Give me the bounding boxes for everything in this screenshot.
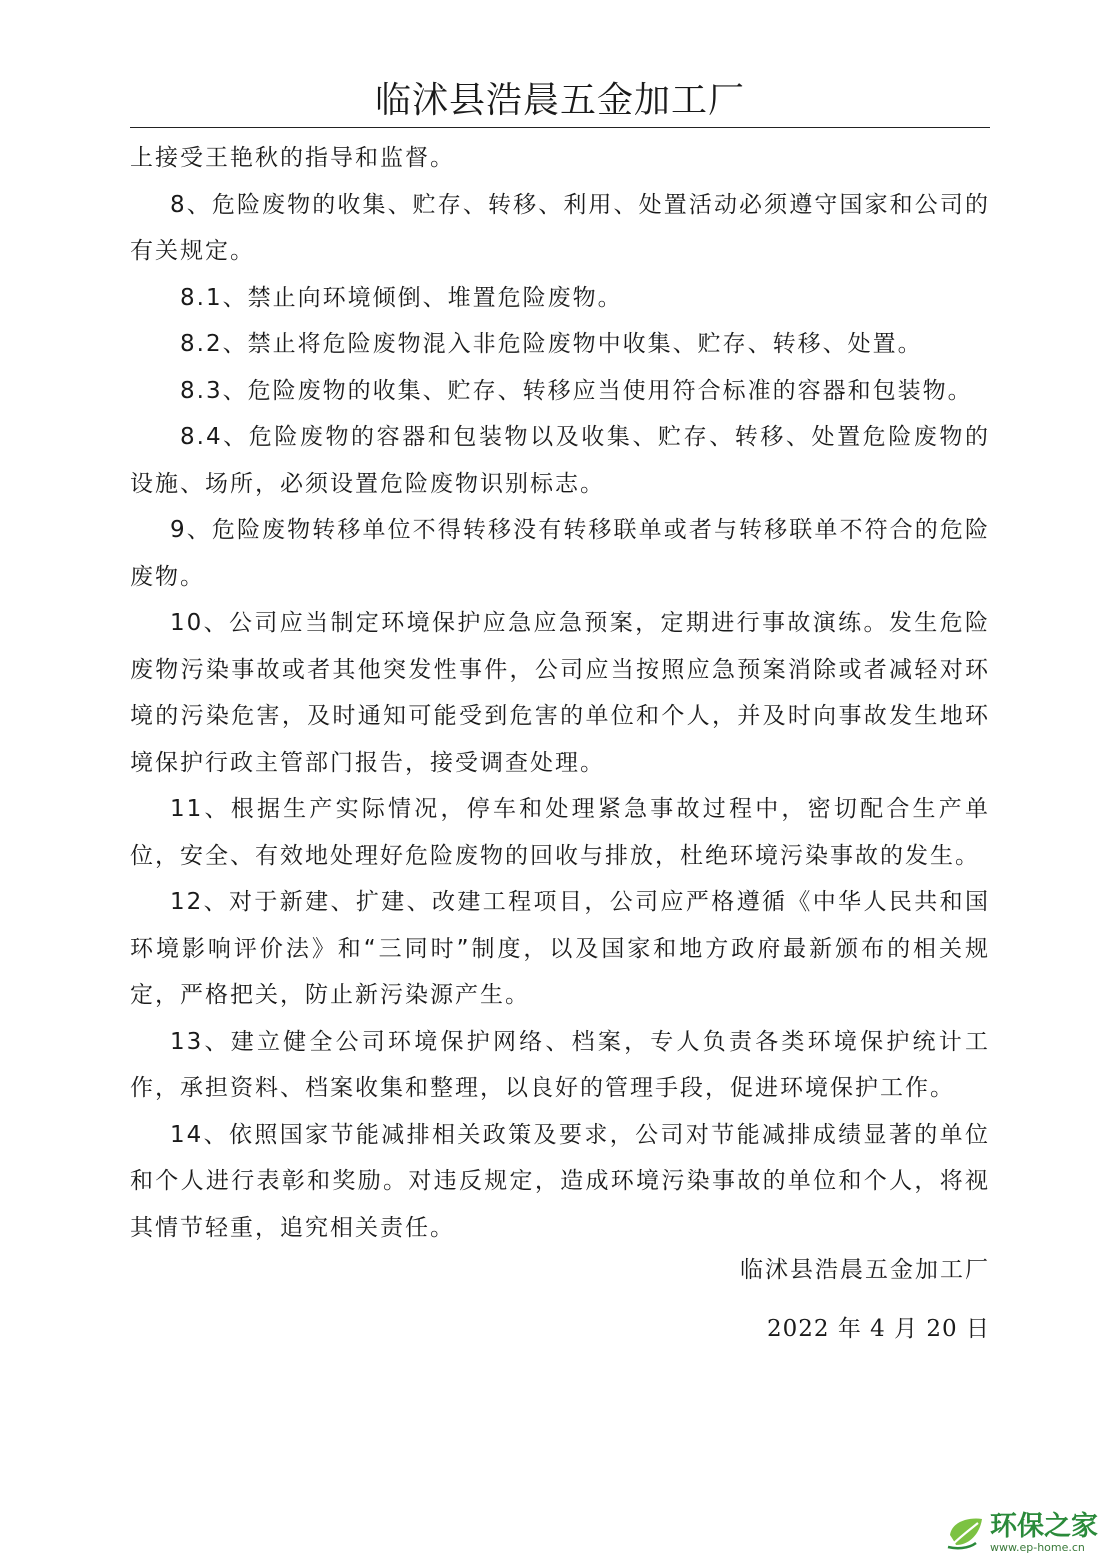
paragraph-item-13: 13、建立健全公司环境保护网络、档案，专人负责各类环境保护统计工作，承担资料、档案收集和整理，以良好的管理手段，促进环境保护工作。 <box>130 1028 990 1101</box>
paragraph-item-8-2: 8.2、禁止将危险废物混入非危险废物中收集、贮存、转移、处置。 <box>180 331 923 357</box>
document-body <box>130 135 990 1251</box>
paragraph-item-8-1: 8.1、禁止向环境倾倒、堆置危险废物。 <box>180 284 623 311</box>
paragraph-item-11: 11、根据生产实际情况，停车和处理紧急事故过程中，密切配合生产单位，安全、有效地处理好危险废物的回收与排放，杜绝环境污染事故的发生。 <box>130 796 990 869</box>
paragraph-item-8: 8、危险废物的收集、贮存、转移、利用、处置活动必须遵守国家和公司的有关规定。 <box>130 191 990 264</box>
paragraph-item-14: 14、依照国家节能减排相关政策及要求，公司对节能减排成绩显著的单位和个人进行表彰和奖励。对违反规定，造成环境污染事故的单位和个人，将视其情节轻重，追究相关责任。 <box>130 1121 990 1241</box>
paragraph-item-9: 9、危险废物转移单位不得转移没有转移联单或者与转移联单不符合的危险废物。 <box>130 517 990 590</box>
paragraph-item-8-4: 8.4、危险废物的容器和包装物以及收集、贮存、转移、处置危险废物的设施、场所，必须设置危险废物识别标志。 <box>130 424 990 497</box>
paragraph-item-12: 12、对于新建、扩建、改建工程项目，公司应严格遵循《中华人民共和国环境影响评价法》和“三同时”制度，以及国家和地方政府最新颁布的相关规定，严格把关，防止新污染源产生。 <box>130 889 990 1008</box>
paragraph-item-10: 10、公司应当制定环境保护应急应急预案，定期进行事故演练。发生危险废物污染事故或者其他突发性事件，公司应当按照应急预案消除或者减轻对环境的污染危害，及时通知可能受到危害的单位和个人，并及时向事故发生地环境保护行政主管部门报告，接受调查处理。 <box>130 610 990 776</box>
leaf-logo-icon <box>946 1515 986 1551</box>
paragraph-item-8-3: 8.3、危险废物的收集、贮存、转移应当使用符合标准的容器和包装物。 <box>180 377 973 404</box>
header-divider <box>130 127 990 128</box>
document-title: 临沭县浩晨五金加工厂 <box>374 80 745 121</box>
watermark-url: www.ep-home.cn <box>990 1541 1085 1554</box>
signature-date: 2022 年 4 月 20 日 <box>767 1316 990 1342</box>
watermark-name: 环保之家 <box>990 1511 1098 1542</box>
paragraph-continuation: 上接受王艳秋的指导和监督。 <box>130 145 455 171</box>
signature-company: 临沭县浩晨五金加工厂 <box>740 1257 990 1283</box>
watermark <box>946 1513 1098 1553</box>
